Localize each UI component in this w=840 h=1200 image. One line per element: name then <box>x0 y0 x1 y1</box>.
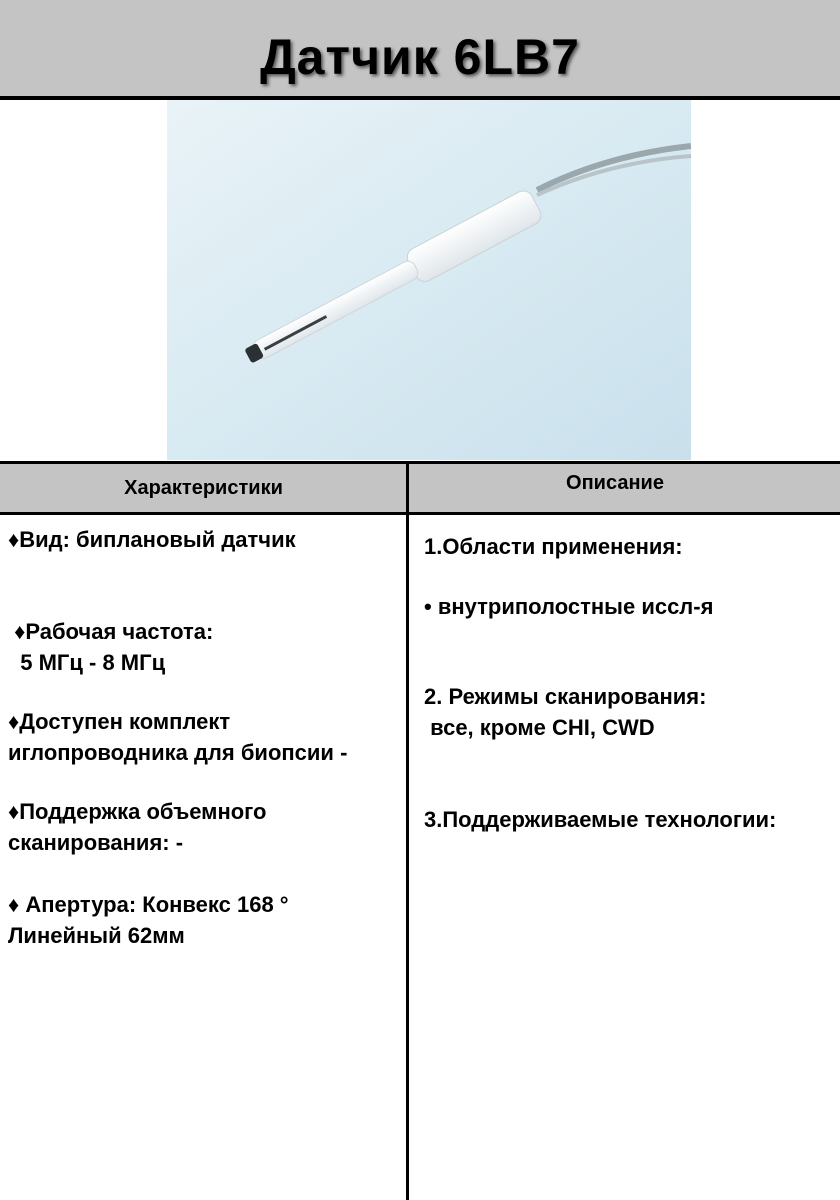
spec-volume-line1: ♦Поддержка объемного <box>8 799 267 824</box>
table-header-row <box>0 461 840 515</box>
transducer-photo <box>167 100 691 460</box>
desc-areas-item: • внутриполостные иссл-я <box>424 594 714 619</box>
spec-biopsy-line1: ♦Доступен комплект <box>8 709 231 734</box>
spec-biopsy-line2: иглопроводника для биопсии - <box>8 740 348 765</box>
page-title: Датчик 6LB7 <box>260 29 580 85</box>
spec-aperture-line1: ♦ Апертура: Конвекс 168 ° <box>8 892 289 917</box>
header-description: Описание <box>566 472 664 494</box>
spec-type: ♦Вид: биплановый датчик <box>8 527 296 552</box>
spec-frequency-value: 5 МГц - 8 МГц <box>8 650 166 675</box>
header-characteristics: Характеристики <box>124 476 283 499</box>
transducer-image <box>167 100 691 460</box>
spec-frequency-label: ♦Рабочая частота: <box>8 619 214 644</box>
desc-areas-title: 1.Области применения: <box>424 534 683 559</box>
desc-modes-title: 2. Режимы сканирования: <box>424 684 707 709</box>
title-bar <box>0 0 840 100</box>
spec-aperture-line2: Линейный 62мм <box>8 923 185 948</box>
spec-table <box>0 461 840 1200</box>
spec-volume-line2: сканирования: - <box>8 830 184 855</box>
column-divider <box>406 461 409 1200</box>
desc-modes-value: все, кроме CHI, CWD <box>424 715 655 740</box>
desc-tech-title: 3.Поддерживаемые технологии: <box>424 807 777 832</box>
